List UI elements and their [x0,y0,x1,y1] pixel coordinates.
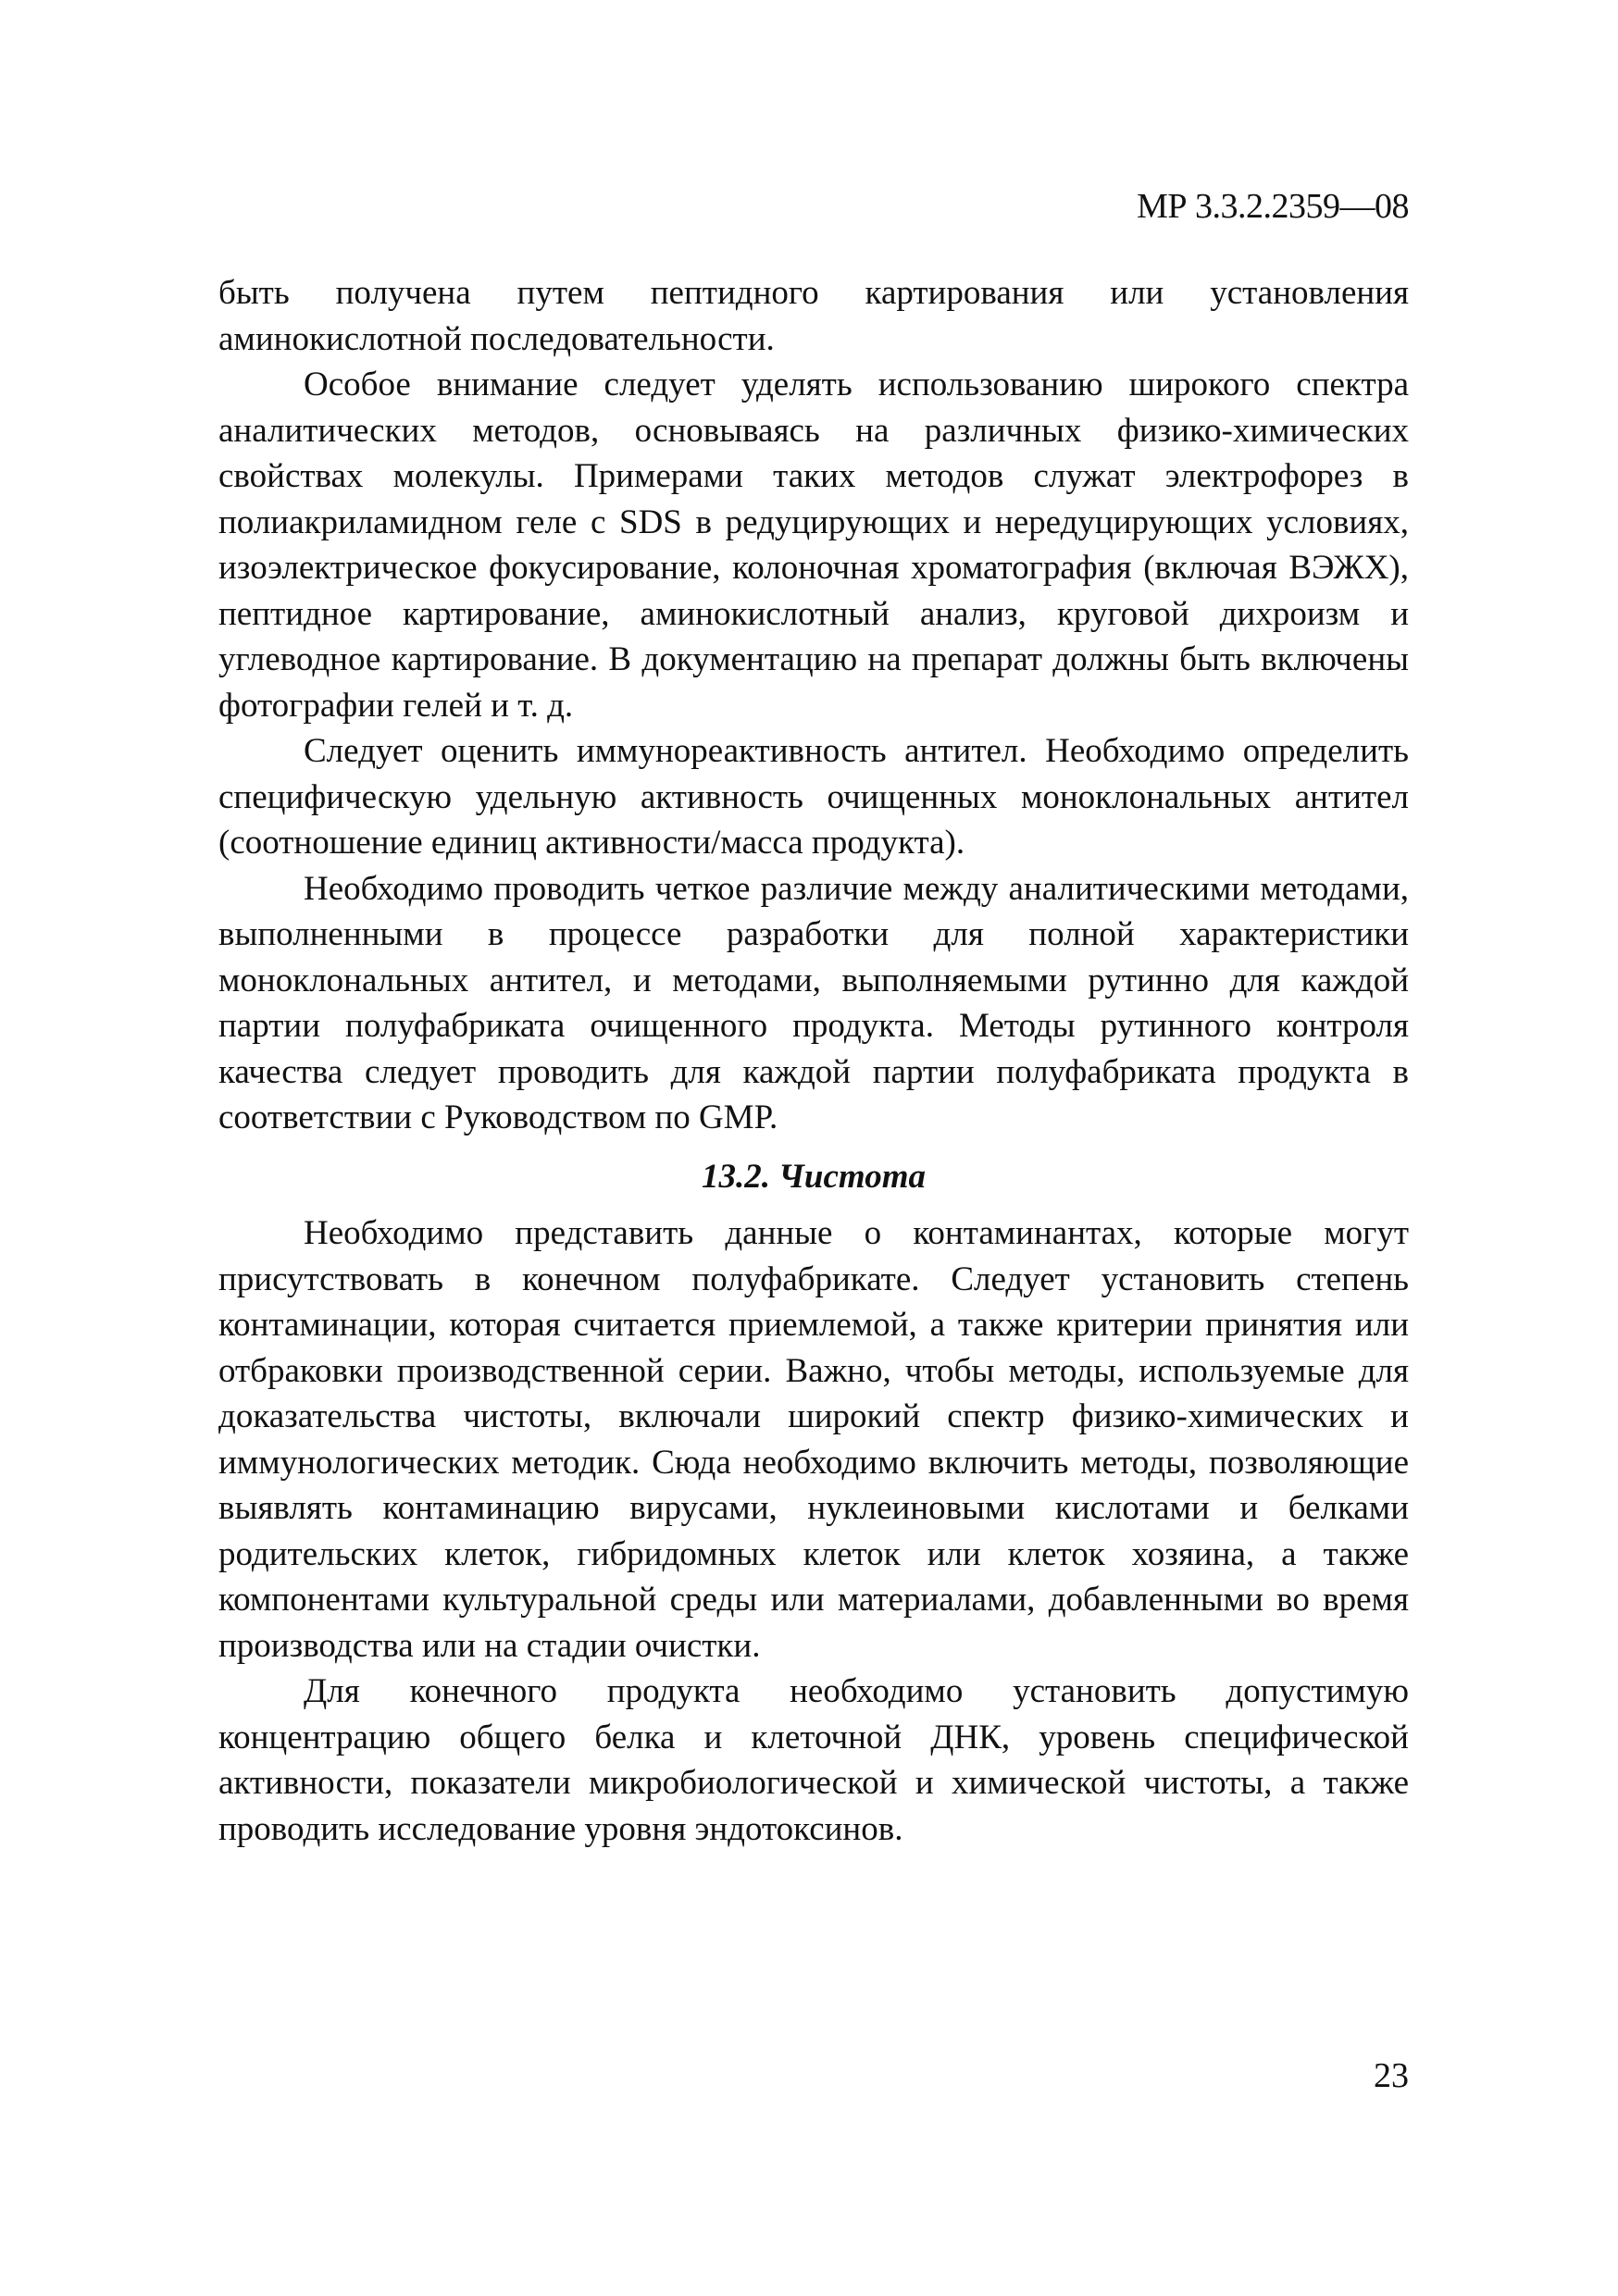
paragraph-continuation: быть получена путем пептидного картирования или установления аминокислотной последовательности. [218,274,1409,358]
paragraph-routine-control: Необходимо проводить четкое различие между аналитическими методами, выполненными в процессе разработки для полной характеристики моноклональных антител, и методами, выполняемыми рутинно для каждой партии полуфабриката очищенного продукта. Методы рутинного контроля качества следует проводить для каждой партии полуфабриката продукта в соответствии с Руководством по GMP. [218,869,1409,1136]
paragraph-contaminants: Необходимо представить данные о контаминантах, которые могут присутствовать в конечном полуфабрикате. Следует установить степень контаминации, которая считается приемлемой, а также критерии принятия или отбраковки производственной серии. Важно, чтобы методы, используемые для доказательства чистоты, включали широкий спектр физико-химических и иммунологических методик. Сюда необходимо включить методы, позволяющие выявлять контаминацию вирусами, нуклеиновыми кислотами и белками родительских клеток, гибридомных клеток или клеток хозяина, а также компонентами культуральной среды или материалами, добавленными во время производства или на стадии очистки. [218,1214,1409,1665]
paragraph-immunoreactivity: Следует оценить иммунореактивность антител. Необходимо определить специфическую удельную активность очищенных моноклональных антител (соотношение единиц активности/масса продукта). [218,732,1409,862]
document-code-header: МР 3.3.2.2359—08 [1137,187,1409,226]
paragraph-analytical-methods: Особое внимание следует уделять использованию широкого спектра аналитических методов, основываясь на различных физико-химических свойствах молекулы. Примерами таких методов служат электрофорез в полиакриламидном геле с SDS в редуцирующих и нередуцирующих условиях, изоэлектрическое фокусирование, колоночная хроматография (включая ВЭЖХ), пептидное картирование, аминокислотный анализ, круговой дихроизм и углеводное картирование. В документацию на препарат должны быть включены фотографии гелей и т. д. [218,366,1409,725]
paragraph-final-product: Для конечного продукта необходимо установить допустимую концентрацию общего белка и клеточной ДНК, уровень специфической активности, показатели микробиологической и химической чистоты, а также проводить исследование уровня эндотоксинов. [218,1672,1409,1848]
page-number: 23 [1374,2056,1409,2095]
document-body [218,270,1409,1852]
section-heading-purity: 13.2. Чистота [702,1157,926,1196]
